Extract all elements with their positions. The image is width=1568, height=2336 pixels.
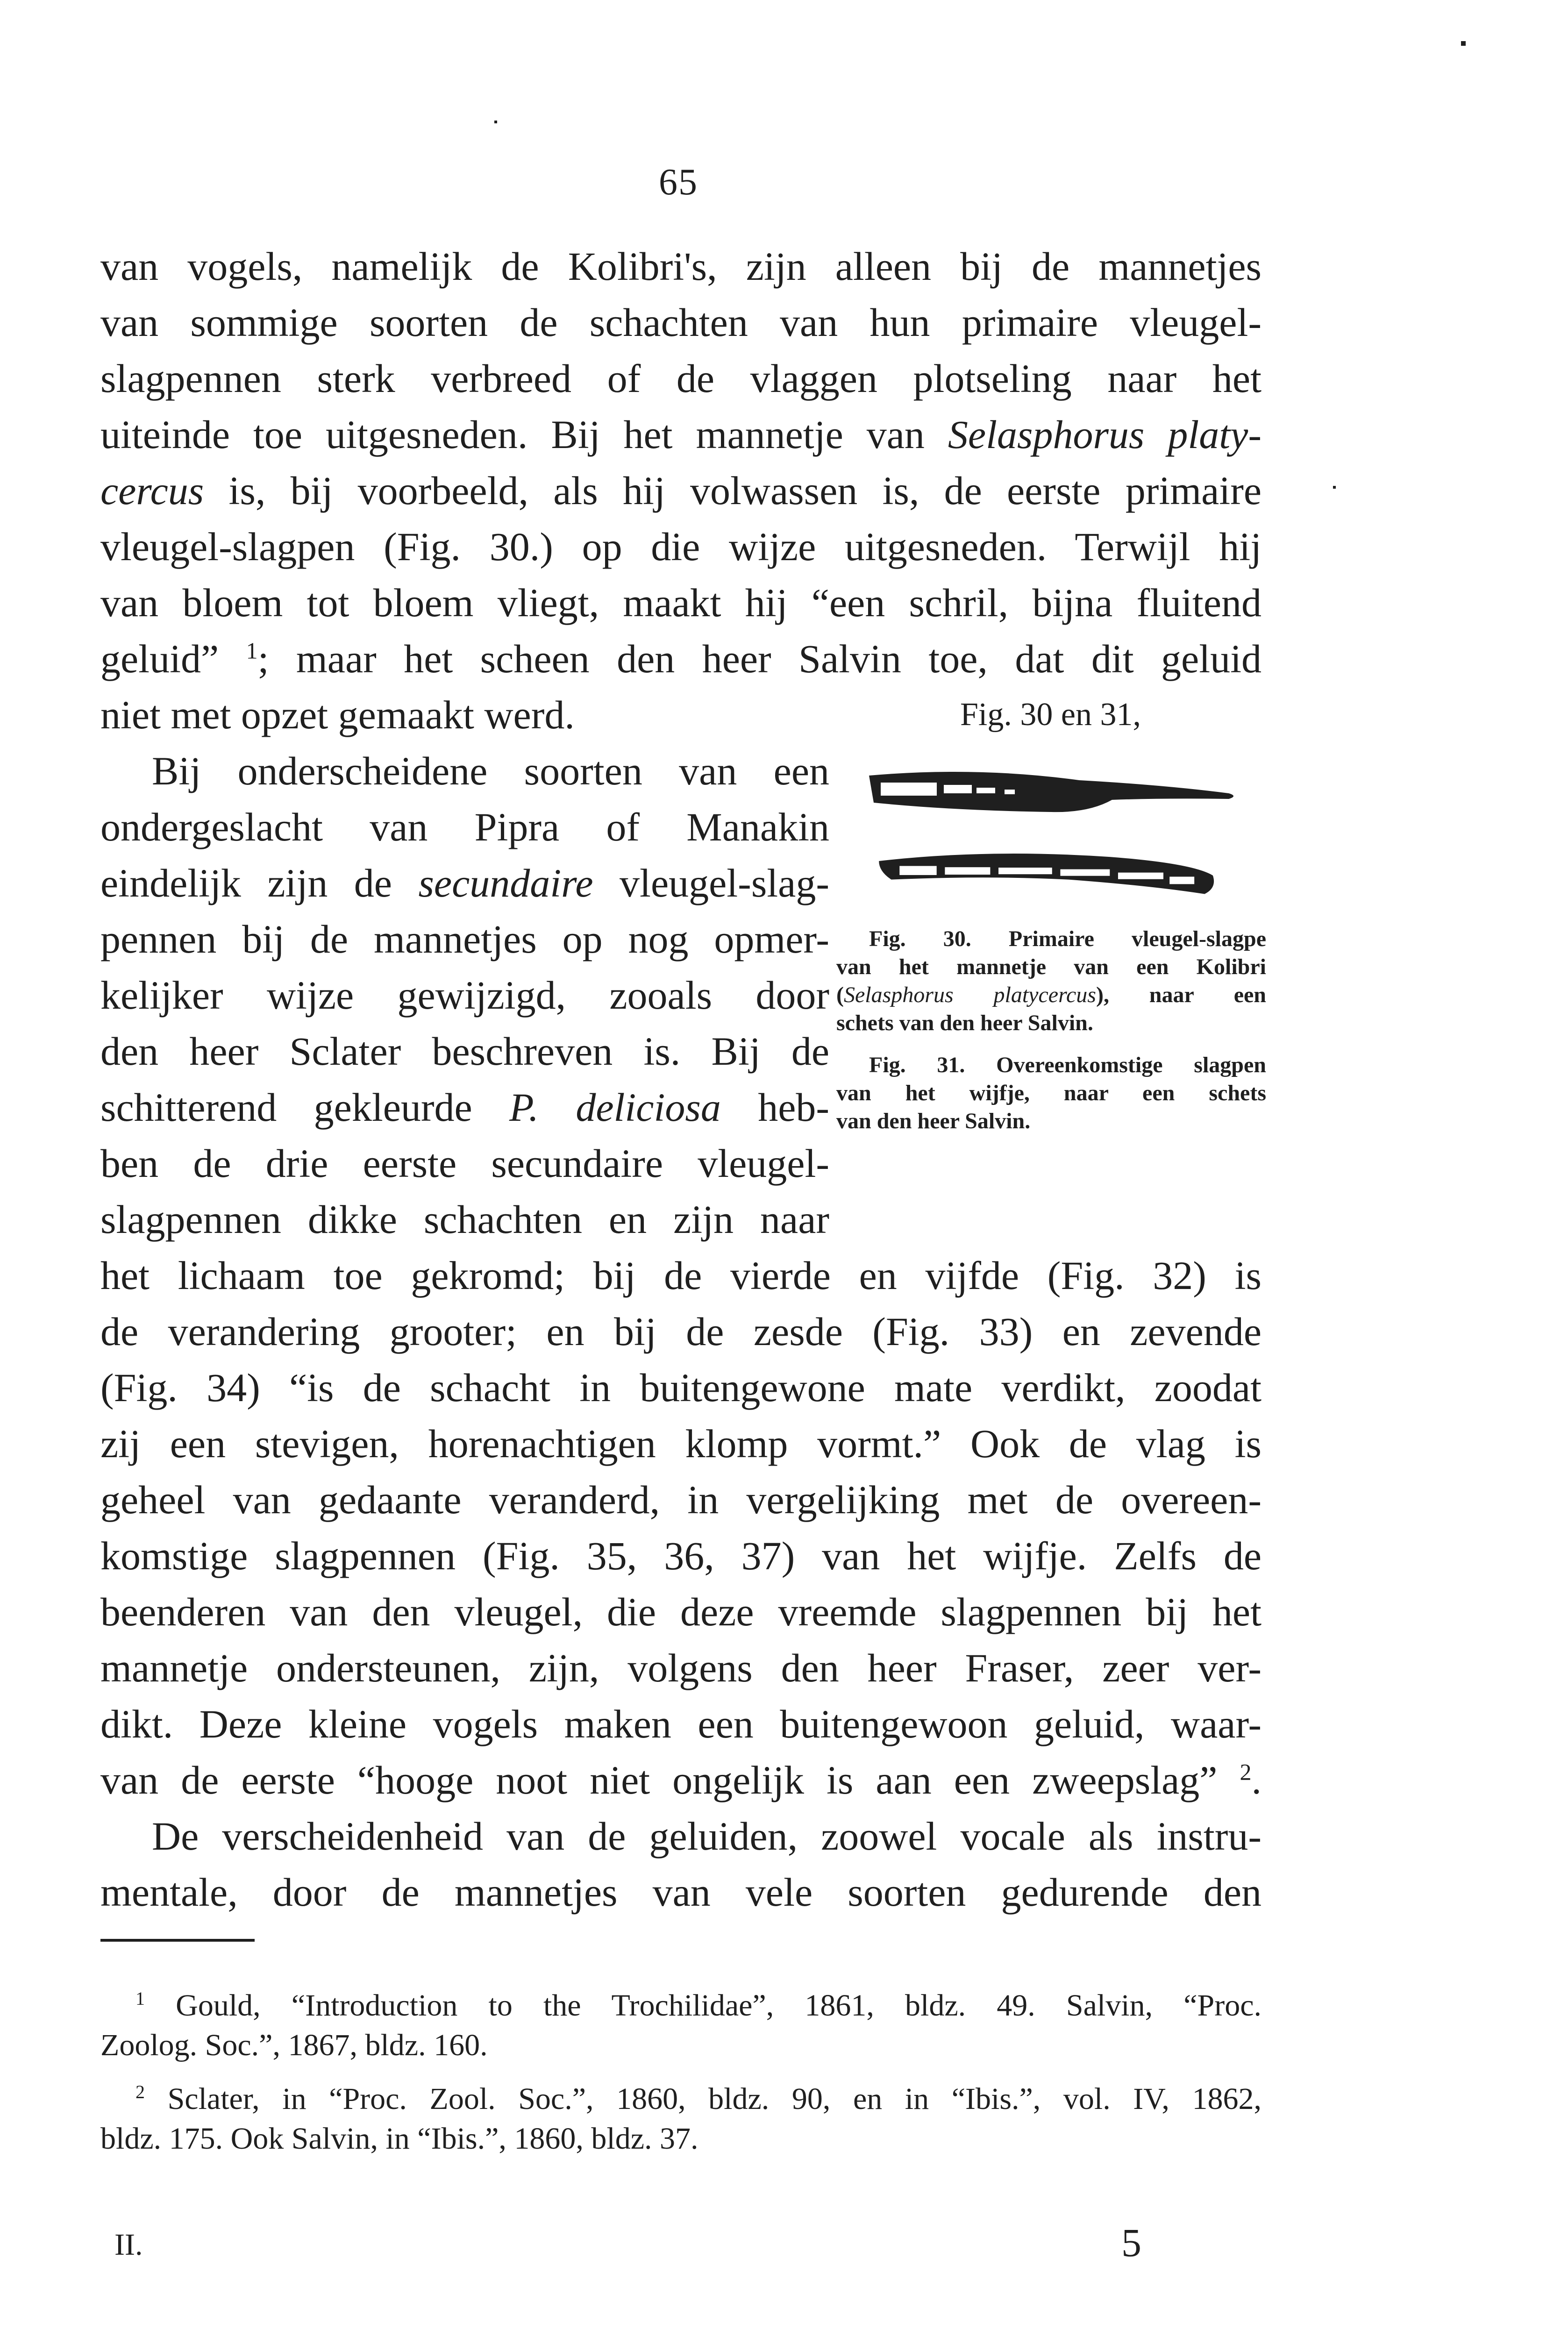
text-line: kelijker wijze gewijzigd, zooals door <box>100 973 829 1018</box>
text-span: heb- <box>720 1085 830 1130</box>
footnote-2 <box>100 2070 1262 2115</box>
text-span: is, bij voorbeeld, als hij volwassen is, de eerste primaire <box>228 468 1262 513</box>
footnote-mark: 2 <box>135 2081 145 2102</box>
feather-male-icon <box>836 748 1280 818</box>
footnote-text: Sclater, in “Proc. Zool. Soc.”, 1860, bldz. 90, en in “Ibis.”, vol. IV, 1862, <box>167 2082 1262 2116</box>
text-line: (Fig. 34) “is de schacht in buitengewone mate verdikt, zoodat <box>100 1365 1262 1410</box>
text-line: niet met opzet gemaakt werd. <box>100 692 575 737</box>
caption-span: ( <box>836 983 844 1007</box>
caption-line: van het mannetje van een Kolibri <box>836 954 1266 979</box>
text-line: geheel van gedaante veranderd, in vergelijking met de overeen- <box>100 1477 1262 1522</box>
text-line <box>100 860 829 906</box>
text-line <box>100 1757 1262 1803</box>
text-line <box>100 467 1262 514</box>
text-line: mentale, door de mannetjes van vele soorten gedurende den <box>100 1870 1262 1915</box>
text-span: eindelijk zijn de <box>100 861 419 905</box>
text-line: van bloem tot bloem vliegt, maakt hij “een schril, bijna fluitend <box>100 580 1262 625</box>
text-line: pennen bij de mannetjes op nog opmer- <box>100 917 829 961</box>
footnote-text: Gould, “Introduction to the Trochilidae”, 1861, bldz. 49. Salvin, “Proc. <box>176 1988 1262 2023</box>
text-line: ben de drie eerste secundaire vleugel- <box>100 1141 829 1186</box>
species-name: cercus <box>100 468 204 513</box>
text-line <box>100 411 1262 458</box>
text-line: van sommige soorten de schachten van hun primaire vleugel- <box>100 300 1262 345</box>
footnote-mark: 1 <box>135 1988 145 2009</box>
text-line: zij een stevigen, horenachtigen klomp vormt.” Ook de vlag is <box>100 1421 1262 1466</box>
caption-line: van het wijfje, naar een schets <box>836 1081 1266 1105</box>
footnote-ref[interactable]: 2 <box>1240 1759 1252 1785</box>
text-span: vleugel-slag- <box>593 861 829 905</box>
text-line: van vogels, namelijk de Kolibri's, zijn alleen bij de mannetjes <box>100 244 1262 289</box>
text-span: uiteinde toe uitgesneden. Bij het mannetje van <box>100 412 948 457</box>
footnote-1 <box>100 1976 1262 2021</box>
text-span: . <box>1251 1758 1262 1802</box>
sheet-number: 5 <box>1121 2220 1141 2265</box>
text-line <box>100 1084 829 1131</box>
species-name: Selasphorus platycercus <box>843 983 1096 1007</box>
scan-speck <box>494 121 497 123</box>
species-name: P. deliciosa <box>509 1085 721 1130</box>
species-name: Selasphorus platy- <box>948 412 1262 457</box>
signature-mark: II. <box>114 2228 143 2262</box>
caption-span: ), naar een <box>1096 983 1266 1007</box>
text-line: komstige slagpennen (Fig. 35, 36, 37) van het wijfje. Zelfs de <box>100 1533 1262 1578</box>
text-span: ; maar het scheen den heer Salvin toe, dat dit geluid <box>257 636 1262 681</box>
italic-term: secundaire <box>418 861 593 905</box>
page-number: 65 <box>659 162 698 203</box>
figure-31-caption <box>836 1051 1266 1135</box>
text-line: dikt. Deze kleine vogels maken een buitengewoon geluid, waar- <box>100 1702 1262 1746</box>
text-span: schitterend gekleurde <box>100 1085 510 1130</box>
caption-line: Fig. 30. Primaire vleugel-slagpe <box>869 926 1266 951</box>
text-line: Bij onderscheidene soorten van een <box>152 748 829 793</box>
caption-line: Fig. 31. Overeenkomstige slagpen <box>869 1053 1266 1077</box>
text-line: de verandering grooter; en bij de zesde (Fig. 33) en zevende <box>100 1309 1262 1354</box>
text-line: ondergeslacht van Pipra of Manakin <box>100 805 829 849</box>
footnote-divider <box>100 1939 255 1942</box>
scan-speck <box>1333 486 1336 489</box>
text-line: den heer Sclater beschreven is. Bij de <box>100 1029 829 1074</box>
text-line: De verscheidenheid van de geluiden, zoowel vocale als instru- <box>152 1814 1262 1859</box>
text-line: slagpennen sterk verbreed of de vlaggen plotseling naar het <box>100 356 1262 401</box>
footnote-1-cont: Zoolog. Soc.”, 1867, bldz. 160. <box>100 2028 488 2062</box>
text-line <box>100 635 1262 682</box>
footnote-ref[interactable]: 1 <box>246 637 258 664</box>
text-span: geluid” <box>100 636 246 681</box>
figure-label: Fig. 30 en 31, <box>960 697 1141 733</box>
text-line: mannetje ondersteunen, zijn, volgens den heer Fraser, zeer ver- <box>100 1645 1262 1690</box>
figure-30-31 <box>836 748 1280 1135</box>
text-line: vleugel-slagpen (Fig. 30.) op die wijze uitgesneden. Terwijl hij <box>100 524 1262 569</box>
text-line: beenderen van den vleugel, die deze vreemde slagpennen bij het <box>100 1589 1262 1634</box>
feather-female-icon <box>836 836 1280 906</box>
caption-line: van den heer Salvin. <box>836 1109 1031 1133</box>
footnote-2-cont: bldz. 175. Ook Salvin, in “Ibis.”, 1860, bldz. 37. <box>100 2122 698 2156</box>
figure-30-caption <box>836 925 1266 1037</box>
text-line: slagpennen dikke schachten en zijn naar <box>100 1197 829 1242</box>
text-line: het lichaam toe gekromd; bij de vierde en vijfde (Fig. 32) is <box>100 1253 1262 1298</box>
caption-line: schets van den heer Salvin. <box>836 1011 1093 1035</box>
scan-speck <box>1461 41 1466 46</box>
text-span: van de eerste “hooge noot niet ongelijk is aan een zweepslag” <box>100 1758 1240 1802</box>
caption-line <box>836 981 1266 1009</box>
